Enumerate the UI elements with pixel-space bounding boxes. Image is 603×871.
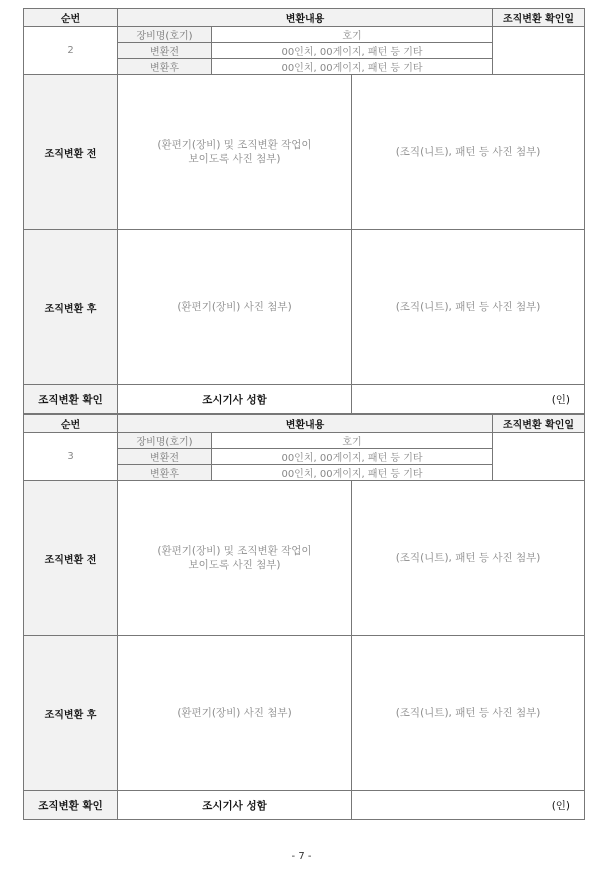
confirm-label: 조직변환 확인 [24, 385, 118, 414]
before-knit-photo[interactable] [352, 75, 585, 230]
seq-number: 3 [24, 433, 118, 481]
seq-header: 순번 [24, 9, 118, 27]
after-machine-caption: (환편기(장비) 사진 첨부) [177, 301, 292, 313]
equipment-row [24, 27, 585, 43]
after-spec-key: 변환후 [118, 59, 212, 75]
seq-header: 순번 [24, 415, 118, 433]
content-header: 변환내용 [118, 415, 493, 433]
after-machine-caption: (환편기(장비) 사진 첨부) [177, 707, 292, 719]
equipment-value[interactable]: 호기 [212, 27, 493, 43]
before-knit-photo[interactable] [352, 481, 585, 636]
after-knit-caption: (조직(니트), 패턴 등 사진 첨부) [395, 301, 541, 313]
after-spec-value[interactable]: 00인치, 00게이지, 패턴 등 기타 [212, 465, 493, 481]
before-spec-key: 변환전 [118, 43, 212, 59]
after-knit-photo[interactable] [352, 636, 585, 791]
conversion-section-3 [23, 414, 585, 820]
confirm-row [24, 791, 585, 820]
before-machine-photo[interactable] [118, 481, 352, 636]
before-label: 조직변환 전 [24, 75, 118, 230]
before-knit-caption: (조직(니트), 패턴 등 사진 첨부) [395, 552, 541, 564]
technician-name: 조시기사 성함 [118, 791, 352, 820]
after-photo-row [24, 230, 585, 385]
before-knit-caption: (조직(니트), 패턴 등 사진 첨부) [395, 146, 541, 158]
before-photo-row [24, 75, 585, 230]
before-photo-row [24, 481, 585, 636]
before-label: 조직변환 전 [24, 481, 118, 636]
before-spec-key: 변환전 [118, 449, 212, 465]
equipment-row [24, 433, 585, 449]
before-machine-caption-2: 보이도록 사진 첨부) [188, 559, 281, 571]
date-header: 조직변환 확인일 [493, 415, 585, 433]
before-spec-value[interactable]: 00인치, 00게이지, 패턴 등 기타 [212, 449, 493, 465]
equipment-key: 장비명(호기) [118, 433, 212, 449]
technician-name: 조시기사 성함 [118, 385, 352, 414]
after-spec-key: 변환후 [118, 465, 212, 481]
conversion-section-2 [23, 8, 585, 414]
equipment-key: 장비명(호기) [118, 27, 212, 43]
before-machine-photo[interactable] [118, 75, 352, 230]
after-label: 조직변환 후 [24, 230, 118, 385]
before-machine-caption-1: (환편기(장비) 및 조직변환 작업이 [157, 139, 312, 151]
after-label: 조직변환 후 [24, 636, 118, 791]
content-header: 변환내용 [118, 9, 493, 27]
seal-field[interactable]: (인) [352, 791, 585, 820]
page-number: - 7 - [291, 851, 312, 862]
after-photo-row [24, 636, 585, 791]
before-machine-caption-1: (환편기(장비) 및 조직변환 작업이 [157, 545, 312, 557]
confirm-row [24, 385, 585, 414]
after-knit-photo[interactable] [352, 230, 585, 385]
form-sheet [23, 8, 584, 820]
after-machine-photo[interactable] [118, 636, 352, 791]
date-cell[interactable] [493, 433, 585, 481]
before-spec-value[interactable]: 00인치, 00게이지, 패턴 등 기타 [212, 43, 493, 59]
after-machine-photo[interactable] [118, 230, 352, 385]
after-knit-caption: (조직(니트), 패턴 등 사진 첨부) [395, 707, 541, 719]
date-header: 조직변환 확인일 [493, 9, 585, 27]
header-row [24, 415, 585, 433]
seq-number: 2 [24, 27, 118, 75]
equipment-value[interactable]: 호기 [212, 433, 493, 449]
header-row [24, 9, 585, 27]
date-cell[interactable] [493, 27, 585, 75]
confirm-label: 조직변환 확인 [24, 791, 118, 820]
after-spec-value[interactable]: 00인치, 00게이지, 패턴 등 기타 [212, 59, 493, 75]
seal-field[interactable]: (인) [352, 385, 585, 414]
before-machine-caption-2: 보이도록 사진 첨부) [188, 153, 281, 165]
